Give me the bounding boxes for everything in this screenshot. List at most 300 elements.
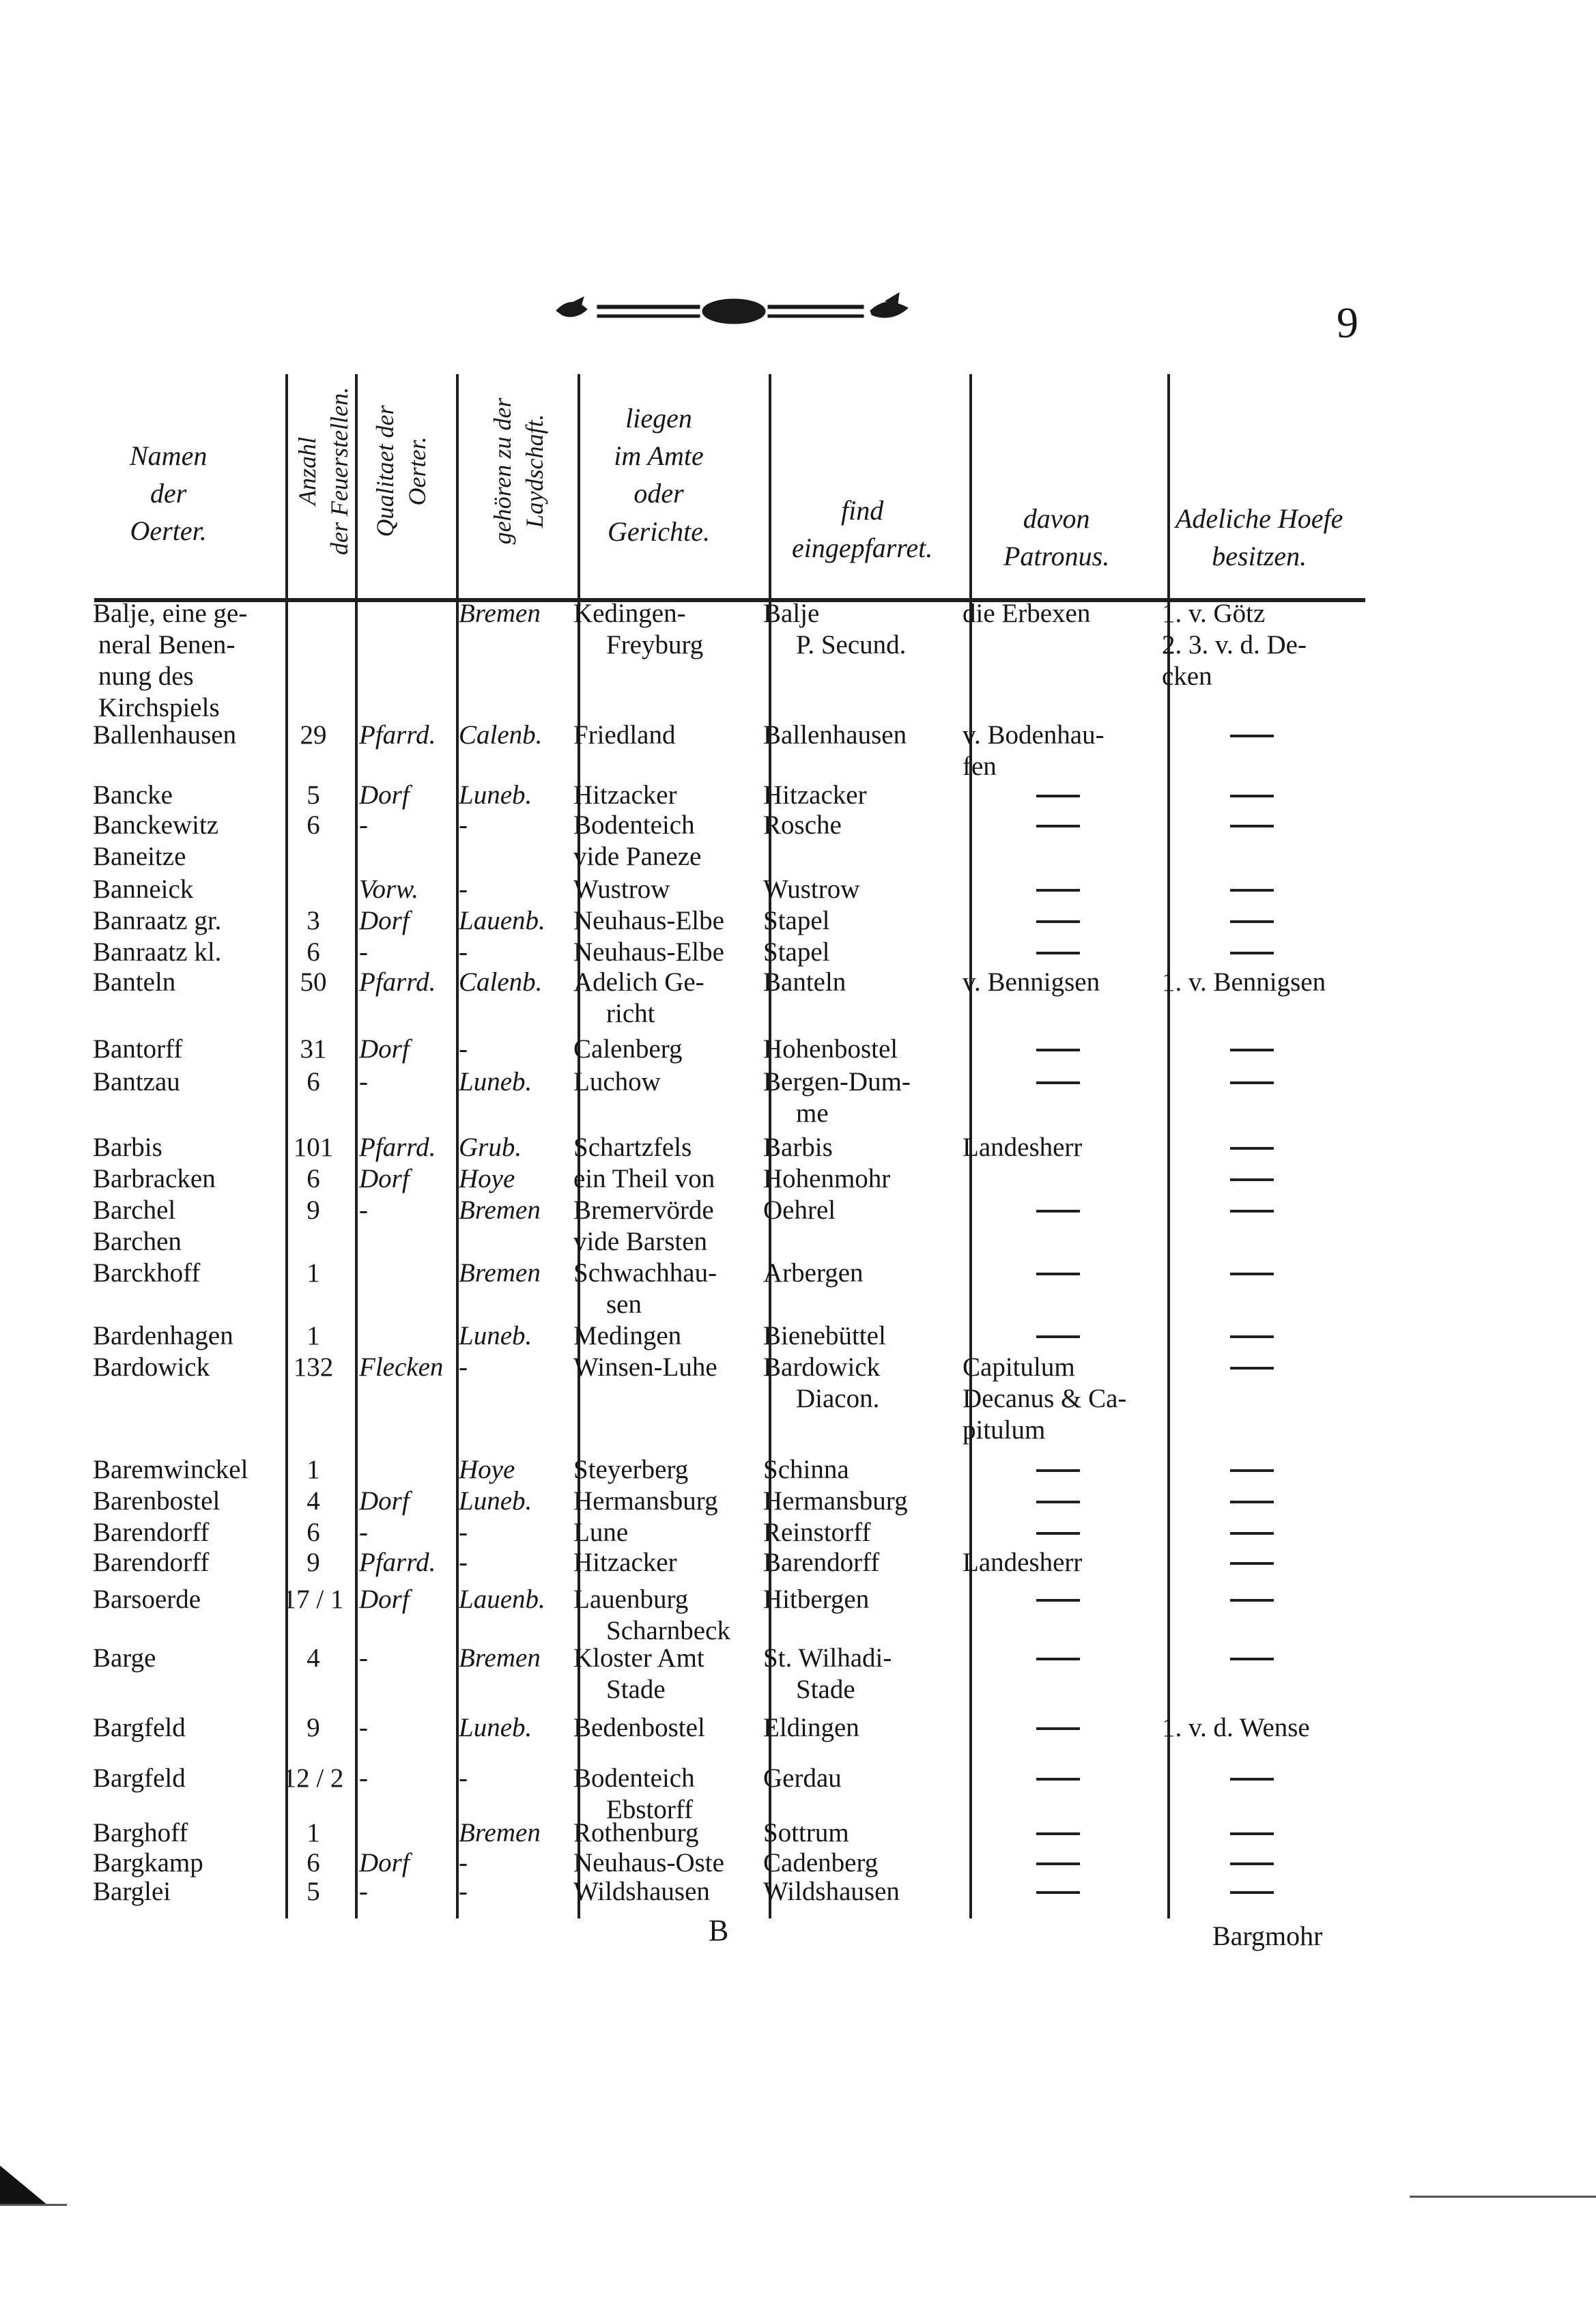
cell-land <box>459 810 468 841</box>
cell-amt <box>573 1486 718 1517</box>
header-amt <box>608 399 710 550</box>
cell-line: Stapel <box>763 937 830 967</box>
cell-line: Barenbostel <box>93 1486 220 1516</box>
cell-line: Luneb. <box>459 1486 532 1516</box>
cell-line: Medingen <box>573 1321 682 1350</box>
cell-amt <box>573 1847 724 1879</box>
cell-line: 9 <box>307 1195 320 1225</box>
cell-line <box>963 1876 989 1908</box>
cell-line <box>1162 1486 1188 1517</box>
cell-line: Landesherr <box>963 1133 1083 1162</box>
cell-land <box>459 937 468 968</box>
cell-line: Winsen-Luhe <box>573 1352 717 1382</box>
cell-line: 12 / 2 <box>283 1763 344 1793</box>
header-count <box>291 387 356 555</box>
cell-land <box>459 905 545 937</box>
cell-patron <box>963 1454 989 1486</box>
dash-rule <box>1036 1273 1080 1275</box>
dash-rule <box>1230 1501 1274 1503</box>
cell-adel <box>1162 1454 1188 1486</box>
dash-rule <box>1230 1335 1274 1338</box>
cell-adel <box>1162 905 1188 937</box>
cell-line: 1 <box>307 1258 320 1288</box>
header-name-line: Oerter. <box>130 515 207 547</box>
cell-line: Bremen <box>459 1258 541 1288</box>
cell-line: Banraatz gr. <box>93 906 222 935</box>
cell-line: Bantzau <box>93 1067 180 1096</box>
cell-line: 9 <box>307 1713 320 1742</box>
cell-line: Adelich Ge- <box>573 967 704 997</box>
scan-edge-line <box>0 2204 67 2206</box>
cell-line: Luneb. <box>459 1713 532 1742</box>
cell-line: 31 <box>300 1034 327 1064</box>
header-name <box>130 437 207 550</box>
cell-line: Bodenteich <box>573 1763 695 1793</box>
cell-count <box>276 1763 351 1794</box>
cell-adel <box>1162 1876 1188 1908</box>
cell-line: fen <box>963 752 997 781</box>
cell-line: Pfarrd. <box>359 1133 436 1162</box>
cell-line: Barchel <box>93 1195 176 1225</box>
cell-adel <box>1162 1163 1188 1195</box>
cell-line <box>1162 1454 1188 1486</box>
cell-amt <box>573 1876 710 1908</box>
cell-line: Luneb. <box>459 1321 532 1350</box>
dash-rule <box>1230 825 1274 827</box>
cell-line: Wustrow <box>573 875 670 904</box>
cell-line <box>1162 1258 1188 1289</box>
cell-adel <box>1162 810 1188 841</box>
cell-adel <box>1162 1320 1188 1352</box>
cell-line: - <box>359 1067 368 1096</box>
cell-name <box>93 1847 203 1879</box>
cell-amt <box>573 937 724 968</box>
cell-name <box>93 937 221 968</box>
column-rule <box>355 374 358 1918</box>
cell-line: - <box>359 937 368 967</box>
cell-adel <box>1162 1066 1188 1098</box>
dash-rule <box>1036 1862 1080 1865</box>
cell-adel <box>1162 967 1326 998</box>
cell-quality <box>359 1712 368 1744</box>
cell-line: vide Paneze <box>573 842 702 871</box>
cell-amt <box>573 841 701 873</box>
cell-parish <box>763 1517 870 1548</box>
cell-adel <box>1162 1258 1188 1289</box>
cell-name <box>93 1876 171 1908</box>
cell-quality <box>359 780 410 811</box>
cell-patron <box>963 810 989 841</box>
cell-line <box>1162 1763 1188 1794</box>
cell-amt <box>573 1547 677 1578</box>
cell-line: Kloster Amt <box>573 1643 704 1673</box>
cell-name <box>93 720 236 751</box>
cell-patron <box>963 874 989 905</box>
cell-line: Dorf <box>359 1585 410 1614</box>
cell-line: Hitzacker <box>573 780 677 810</box>
cell-line: Grub. <box>459 1133 522 1162</box>
cell-count <box>276 1066 351 1098</box>
cell-name <box>93 874 193 905</box>
cell-quality <box>359 1517 368 1548</box>
dash-rule <box>1230 1778 1274 1781</box>
cell-land <box>459 1320 532 1352</box>
dash-rule <box>1036 1081 1080 1084</box>
cell-line: Gerdau <box>763 1763 842 1793</box>
cell-parish <box>763 1258 864 1289</box>
cell-quality <box>359 1163 410 1195</box>
cell-adel <box>1162 1352 1188 1383</box>
dash-rule <box>1230 920 1274 923</box>
cell-line: Vorw. <box>359 875 419 904</box>
cell-land <box>459 1163 515 1195</box>
cell-name <box>93 1132 162 1163</box>
cell-patron <box>963 967 1100 998</box>
cell-count <box>276 1132 351 1163</box>
cell-line: Dorf <box>359 1848 410 1877</box>
cell-line: Balje <box>763 599 820 628</box>
cell-count <box>276 1876 351 1908</box>
cell-line: Stade <box>606 1675 666 1704</box>
cell-parish <box>763 1320 886 1352</box>
cell-quality <box>359 905 410 937</box>
cell-line: Kirchspiels <box>98 693 220 722</box>
cell-line <box>1162 810 1188 841</box>
cell-name <box>93 780 173 811</box>
cell-patron <box>963 1066 989 1098</box>
cell-count <box>276 1584 351 1615</box>
cell-quality <box>359 1066 368 1098</box>
cell-line: 101 <box>293 1133 334 1162</box>
cell-amt <box>573 720 675 751</box>
cell-line: 1. v. d. Wense <box>1162 1713 1310 1742</box>
cell-line: Hohenmohr <box>763 1164 891 1193</box>
dash-rule <box>1230 1832 1274 1835</box>
cell-quality <box>359 1486 410 1517</box>
cell-line: Luneb. <box>459 780 532 810</box>
header-count-line: Anzahl <box>294 436 322 506</box>
signature-mark: B <box>709 1914 729 1947</box>
cell-patron <box>963 1847 989 1879</box>
cell-line <box>1162 1876 1188 1908</box>
cell-parish <box>763 1352 880 1415</box>
cell-line <box>963 1258 989 1289</box>
cell-line: Hermansburg <box>763 1486 908 1516</box>
cell-patron <box>963 1195 989 1226</box>
cell-line: Lauenburg <box>573 1585 689 1614</box>
cell-line: 2. 3. v. d. De- <box>1162 630 1307 660</box>
dash-rule <box>1036 1599 1080 1602</box>
cell-adel <box>1162 720 1188 751</box>
dash-rule <box>1230 1658 1274 1660</box>
cell-parish <box>763 720 907 751</box>
cell-line: - <box>459 1034 468 1064</box>
cell-land <box>459 598 541 629</box>
cell-line <box>1162 1066 1188 1098</box>
cell-line <box>1162 1163 1188 1195</box>
cell-land <box>459 1817 541 1849</box>
dash-rule <box>1036 1501 1080 1503</box>
cell-line: Hohenbostel <box>763 1034 898 1064</box>
cell-line: - <box>359 1643 368 1673</box>
cell-quality <box>359 1547 436 1578</box>
cell-parish <box>763 905 829 937</box>
cell-line: Hoye <box>459 1164 515 1193</box>
dash-rule <box>1230 1891 1274 1894</box>
cell-name <box>93 1584 201 1615</box>
cell-patron <box>963 1132 1082 1163</box>
cell-line: Friedland <box>573 720 676 750</box>
dash-rule <box>1036 1891 1080 1894</box>
cell-adel <box>1162 1763 1188 1794</box>
cell-line: - <box>359 1195 368 1225</box>
cell-parish <box>763 1132 833 1163</box>
cell-amt <box>573 1132 692 1163</box>
cell-line <box>1162 1817 1188 1849</box>
cell-line: Neuhaus-Oste <box>573 1848 724 1877</box>
ornament-rule <box>550 290 915 335</box>
cell-line: Lune <box>573 1518 629 1547</box>
cell-land <box>459 720 542 751</box>
cell-name <box>93 1517 209 1548</box>
cell-line <box>963 1712 989 1744</box>
cell-amt <box>573 1066 661 1098</box>
cell-land <box>459 1034 468 1065</box>
header-name-line: der <box>150 478 187 509</box>
cell-quality <box>359 810 368 841</box>
cell-line: - <box>459 1352 468 1382</box>
cell-name <box>93 1454 248 1486</box>
cell-patron <box>963 1763 989 1794</box>
cell-line <box>963 905 989 937</box>
cell-name <box>93 598 247 724</box>
cell-line <box>1162 1132 1188 1163</box>
cell-line <box>963 1320 989 1352</box>
cell-line: - <box>459 1518 468 1547</box>
cell-line: Freyburg <box>606 630 704 660</box>
cell-name <box>93 1195 175 1226</box>
cell-line: me <box>796 1099 829 1128</box>
cell-line: Bardowick <box>763 1352 881 1382</box>
cell-line: Wildshausen <box>763 1877 900 1906</box>
cell-patron <box>963 905 989 937</box>
cell-line <box>1162 874 1188 905</box>
cell-line <box>1162 1517 1188 1548</box>
dash-rule <box>1036 1727 1080 1730</box>
cell-name <box>93 1226 182 1258</box>
cell-amt <box>573 1226 707 1258</box>
header-amt-line: Gerichte. <box>608 515 710 547</box>
cell-line: cken <box>1162 662 1212 691</box>
cell-line: v. Bodenhau- <box>963 720 1105 750</box>
cell-line: Barendorff <box>763 1548 880 1577</box>
cell-line: - <box>459 937 468 967</box>
cell-name <box>93 967 175 998</box>
cell-line: Kedingen- <box>573 599 686 628</box>
cell-adel <box>1162 1643 1188 1674</box>
cell-line: Banckewitz <box>93 810 219 840</box>
cell-name <box>93 1034 182 1065</box>
cell-name <box>93 810 218 841</box>
cell-adel <box>1162 1817 1188 1849</box>
cell-line: Diacon. <box>796 1384 880 1413</box>
cell-line: Lauenb. <box>459 1585 545 1614</box>
dash-rule <box>1230 795 1274 797</box>
cell-quality <box>359 874 418 905</box>
cell-line: Decanus & Ca- <box>963 1384 1127 1413</box>
dash-rule <box>1230 889 1274 892</box>
cell-count <box>276 1817 351 1849</box>
cell-line: 1. v. Götz <box>1162 599 1266 628</box>
header-count-line: der Feuerstellen. <box>326 387 353 555</box>
cell-amt <box>573 1763 695 1826</box>
cell-line: Schartzfels <box>573 1133 692 1162</box>
cell-adel <box>1162 1712 1310 1744</box>
cell-line: Dorf <box>359 780 410 810</box>
cell-land <box>459 1847 468 1879</box>
cell-line: neral Benen- <box>98 630 236 660</box>
header-amt-line: oder <box>633 478 684 509</box>
cell-line: - <box>459 810 468 840</box>
dash-rule <box>1036 795 1080 797</box>
cell-line: v. Bennigsen <box>963 967 1100 997</box>
cell-name <box>93 841 186 873</box>
cell-patron <box>963 1712 989 1744</box>
cell-line: ein Theil von <box>573 1164 715 1193</box>
cell-name <box>93 905 221 937</box>
cell-line: Wustrow <box>763 875 860 904</box>
cell-line <box>963 1584 989 1615</box>
cell-adel <box>1162 1034 1188 1065</box>
cell-line: Calenb. <box>459 967 543 997</box>
cell-line: - <box>359 1877 368 1906</box>
cell-line: 6 <box>307 1848 320 1877</box>
cell-line: Barghoff <box>93 1818 188 1847</box>
cell-amt <box>573 598 703 661</box>
page-number: 9 <box>1337 298 1358 347</box>
cell-line: Banteln <box>93 967 176 997</box>
cell-name <box>93 1066 180 1098</box>
cell-parish <box>763 1066 911 1129</box>
cell-line: Barbis <box>763 1133 833 1162</box>
cell-line: 132 <box>293 1352 334 1382</box>
cell-line <box>963 937 989 968</box>
cell-patron <box>963 1584 989 1615</box>
cell-line: Barglei <box>93 1877 171 1906</box>
cell-count <box>276 780 351 811</box>
cell-name <box>93 1352 210 1383</box>
cell-line: Ballenhausen <box>93 720 237 750</box>
cell-line: Bergen-Dum- <box>763 1067 911 1096</box>
dash-rule <box>1230 952 1274 954</box>
cell-line: Bancke <box>93 780 173 810</box>
cell-patron <box>963 1817 989 1849</box>
cell-line: Bremen <box>459 1195 541 1225</box>
cell-line: Eldingen <box>763 1713 859 1742</box>
cell-line: Bardenhagen <box>93 1321 233 1350</box>
cell-amt <box>573 967 704 1030</box>
cell-quality <box>359 937 368 968</box>
cell-line: Hermansburg <box>573 1486 718 1516</box>
dash-rule <box>1036 1049 1080 1051</box>
cell-adel <box>1162 1486 1188 1517</box>
cell-line: Schinna <box>763 1455 849 1484</box>
cell-line: 4 <box>307 1486 320 1516</box>
cell-line: Stade <box>796 1675 855 1704</box>
cell-line <box>963 780 989 811</box>
dash-rule <box>1036 889 1080 892</box>
cell-patron <box>963 720 1105 782</box>
cell-line: Barendorff <box>93 1548 210 1577</box>
cell-quality <box>359 967 436 998</box>
dash-rule <box>1230 1599 1274 1602</box>
header-landschaft-line: Laydschaft. <box>521 414 548 528</box>
dash-rule <box>1036 952 1080 954</box>
header-landschaft-line: gehören zu der <box>489 397 517 545</box>
cell-name <box>93 1763 186 1794</box>
cell-line: Stapel <box>763 906 830 935</box>
cell-quality <box>359 1847 410 1879</box>
cell-line: 1 <box>307 1818 320 1847</box>
cell-land <box>459 1258 541 1289</box>
cell-adel <box>1162 1132 1188 1163</box>
cell-line: 1. v. Bennigsen <box>1162 967 1326 997</box>
cell-count <box>276 1643 351 1674</box>
cell-parish <box>763 1712 859 1744</box>
cell-name <box>93 1163 216 1195</box>
cell-count <box>276 1195 351 1226</box>
cell-amt <box>573 1454 688 1486</box>
cell-line: Bargfeld <box>93 1763 186 1793</box>
cell-line: Banneick <box>93 875 194 904</box>
cell-name <box>93 1258 200 1289</box>
header-landschaft <box>487 398 551 545</box>
cell-amt <box>573 1712 705 1744</box>
cell-line: Dorf <box>359 1034 410 1064</box>
cell-name <box>93 1320 233 1352</box>
header-adel-line: Adeliche Hoefe <box>1175 503 1343 534</box>
cell-patron <box>963 598 1090 629</box>
cell-parish <box>763 1643 892 1705</box>
cell-line: 5 <box>307 780 320 810</box>
cell-land <box>459 1486 532 1517</box>
cell-patron <box>963 937 989 968</box>
header-parish-line: eingepfarret. <box>792 533 933 564</box>
header-patron-line: Patronus. <box>1003 541 1110 572</box>
cell-land <box>459 967 542 998</box>
cell-line: - <box>359 1713 368 1742</box>
cell-land <box>459 1584 545 1615</box>
cell-line: 50 <box>300 967 327 997</box>
cell-parish <box>763 1876 900 1908</box>
cell-count <box>276 967 351 998</box>
cell-line: Dorf <box>359 906 410 935</box>
cell-quality <box>359 1643 368 1674</box>
cell-amt <box>573 1320 681 1352</box>
cell-line <box>963 1454 989 1486</box>
cell-line: Barendorff <box>93 1518 210 1547</box>
cell-line: Baneitze <box>93 842 186 871</box>
cell-line <box>963 1195 989 1226</box>
cell-line: Pfarrd. <box>359 1548 436 1577</box>
header-amt-line: liegen <box>625 403 692 434</box>
page-corner-mark <box>0 2166 48 2207</box>
cell-patron <box>963 1352 1126 1446</box>
cell-adel <box>1162 1847 1188 1879</box>
cell-land <box>459 1763 468 1794</box>
cell-land <box>459 874 468 905</box>
cell-line: - <box>359 810 368 840</box>
